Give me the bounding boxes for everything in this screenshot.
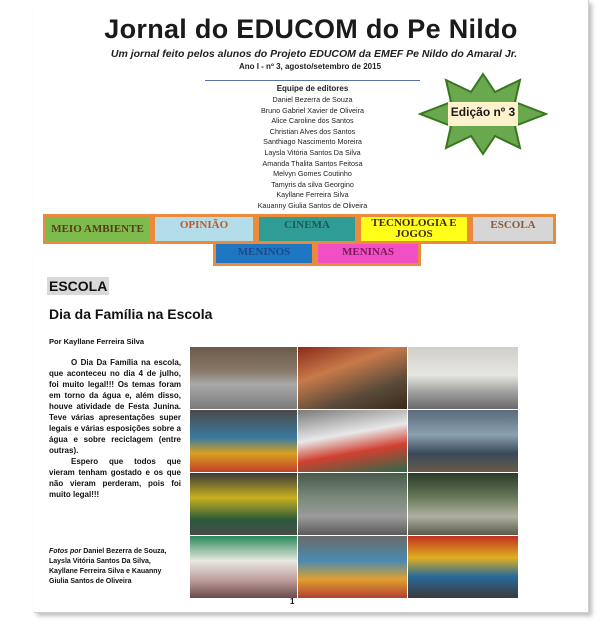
editor-name: Tamyris da silva Georgino [271, 179, 354, 189]
photo-credits [49, 547, 181, 587]
nav-meio-ambiente[interactable]: MEIO AMBIENTE [43, 214, 152, 244]
editors-title: Equipe de editores [276, 84, 349, 93]
nav-meninos[interactable]: MENINOS [213, 241, 315, 266]
article-paragraph: O Dia Da Família na escola, que aconteceu no dia 4 de julho, foi muito legal!!! Os temas foram em torno da água e, além disso, houve atividade de Festa Junina. Teve várias apresentações super legais e várias esposições sobre a água e sobre reciclagem (entre outras). [49, 358, 181, 455]
photo-audience [298, 347, 407, 409]
photo-colorful-stage [408, 536, 518, 598]
article-byline: Por Kayllane Ferreira Silva [49, 337, 145, 346]
article-paragraph: Espero que todos que vieram tenham gostado e os que não vieram perderam, pois foi muito legal!!! [49, 457, 181, 499]
article-title: Dia da Família na Escola [49, 306, 213, 322]
article-body [49, 357, 181, 500]
editor-name: Alice Caroline dos Santos [271, 116, 354, 126]
nav-escola[interactable]: ESCOLA [470, 214, 556, 244]
photo-gym-dance [408, 347, 518, 409]
credits-prefix: Fotos por [49, 548, 82, 555]
edition-line: Ano I - nº 3, agosto/setembro de 2015 [238, 62, 382, 71]
newspaper-title: Jornal do EDUCOM do Pe Nildo [104, 14, 518, 44]
edition-badge-label: Edição nº 3 [450, 105, 516, 119]
photo-decorated-tables [298, 536, 407, 598]
page-number: 1 [290, 597, 295, 606]
newspaper-subtitle: Um jornal feito pelos alunos do Projeto EDUCOM da EMEF Pe Nildo do Amaral Jr. [110, 48, 518, 60]
photo-stage-flags [298, 410, 407, 472]
credits-names: Daniel Bezerra de Souza, Laysla Vitória Santos Da Silva, Kayllane Ferreira Silva e Kauanny Giulia Santos de Oliveira [49, 548, 167, 585]
editors-box [190, 84, 435, 212]
editor-name: Daniel Bezerra de Souza [272, 95, 353, 104]
editor-name: Kayllane Ferreira Silva [276, 190, 349, 200]
section-heading: ESCOLA [49, 278, 108, 294]
editor-name: Bruno Gabriel Xavier de Oliveira [260, 105, 365, 115]
editor-name: Laysla Vitória Santos Da Silva [264, 147, 361, 157]
header-divider [205, 80, 420, 81]
photo-students-group [408, 410, 518, 472]
photo-presentation [190, 347, 297, 409]
photo-children-stage [190, 536, 297, 598]
nav-tecnologia-e-jogos[interactable]: TECNOLOGIA E JOGOS [358, 214, 470, 244]
editor-name: Kauanny Giulia Santos de Oliveira [257, 200, 368, 210]
editor-name: Melvyn Gomes Coutinho [273, 169, 352, 179]
photo-yellow-shirts [190, 473, 297, 535]
photo-court-decorations [190, 410, 297, 472]
editor-name: Christian Alves dos Santos [269, 126, 356, 136]
nav-cinema[interactable]: CINEMA [256, 214, 358, 244]
nav-meninas[interactable]: MENINAS [315, 241, 421, 266]
editor-name: Amanda Thalita Santos Feitosa [262, 158, 363, 168]
photo-performance [408, 473, 518, 535]
photo-dance-floor [298, 473, 407, 535]
nav-opiniao[interactable]: OPINIÃO [152, 214, 256, 244]
editor-name: Santhiago Nascimento Moreira [263, 137, 362, 147]
